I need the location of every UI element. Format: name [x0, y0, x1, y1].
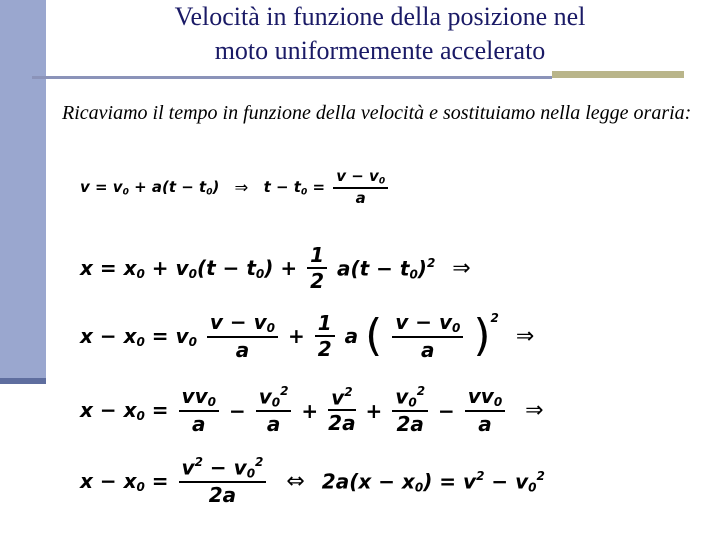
equation-3: $x - x_0 = v_0$ $\frac{v - v_0}{a}$ + $\frac{1}{2}$ a ( $\frac{v - v_0}{a}$ )2 ⇒	[80, 310, 535, 362]
title-line-2: moto uniformemente accelerato	[214, 36, 546, 65]
equation-2: $x = x_0 + v_0(t - t_0)$ + $\frac{1}{2}$ $a(t - t_0)^2$ ⇒	[80, 243, 471, 293]
decorative-sidebar	[0, 0, 46, 383]
title-divider-olive	[552, 71, 684, 78]
slide-title	[60, 0, 700, 68]
decorative-sidebar-edge	[0, 378, 46, 384]
equation-4: $x - x_0$ = $\frac{vv_0}{a}$ − $\frac{v_0^2}{a}$ + $\frac{v^2}{2a}$ + $\frac{v_0^2}{2a}$ − $\frac{vv_0}{a}$ ⇒	[80, 384, 544, 437]
intro-text: Ricaviamo il tempo in funzione della velocità e sostituiamo nella legge oraria:	[62, 102, 692, 124]
equation-5: $x - x_0$ = $\frac{v^2 - v_0^2}{2a}$ ⇔ $2a(x - x_0) = v^2 - v_0^2$	[80, 455, 545, 508]
title-divider-blue	[32, 76, 552, 79]
equation-1: $v = v_0 + a(t - t_0)$ ⇒ $t - t_0$ = $\frac{v - v_0}{a}$	[80, 168, 391, 207]
title-line-1: Velocità in funzione della posizione nel	[174, 2, 586, 31]
